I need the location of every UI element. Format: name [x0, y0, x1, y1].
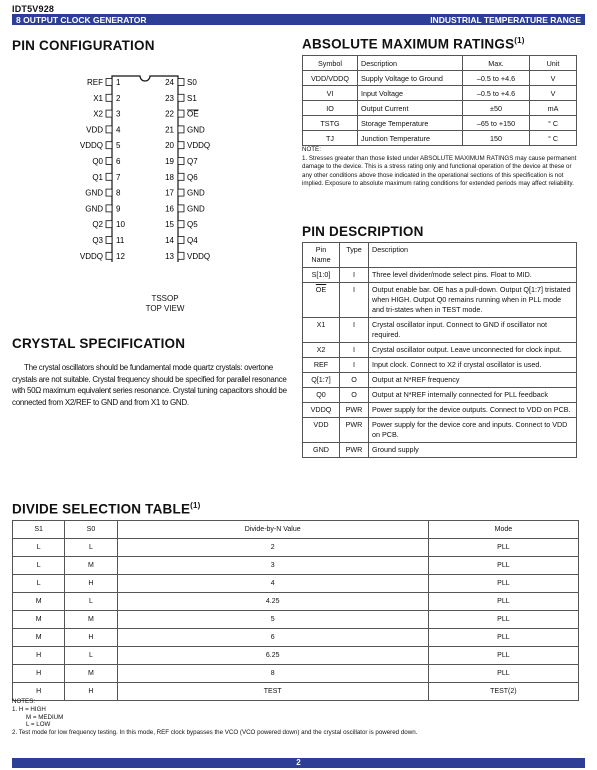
header-cell: Unit [530, 56, 577, 71]
pin-lead [106, 110, 112, 117]
pin-label: Q6 [187, 172, 198, 182]
pin-config-title: PIN CONFIGURATION [12, 38, 155, 53]
mode-cell: PLL [428, 611, 578, 629]
pin-label: VDDQ [187, 251, 211, 261]
abs-max-table [302, 55, 577, 146]
table-row [13, 575, 579, 593]
pin-label: GND [187, 204, 205, 214]
symbol-cell: VDD/VDDQ [303, 71, 358, 86]
table-row [13, 629, 579, 647]
s0-cell: M [65, 557, 117, 575]
pin-name-cell: S[1:0] [303, 268, 340, 283]
divide-table-title-sup: (1) [190, 501, 201, 510]
pin-number: 17 [165, 188, 174, 198]
s1-cell: H [13, 665, 65, 683]
description-cell: Storage Temperature [358, 116, 463, 131]
pin-name-cell: X1 [303, 318, 340, 343]
pin-number: 5 [116, 141, 121, 151]
divide-table-title [12, 501, 201, 517]
pin-number: 22 [165, 109, 174, 119]
pin-label: VDDQ [79, 141, 103, 151]
header-bar [12, 14, 585, 25]
pin-name-cell: VDDQ [303, 403, 340, 418]
pin-number: 3 [116, 109, 121, 119]
unit-cell: mA [530, 101, 577, 116]
s1-cell: L [13, 575, 65, 593]
s1-cell: L [13, 557, 65, 575]
pin-label: Q2 [92, 220, 103, 230]
pin-lead [106, 252, 112, 259]
pin-diagram [60, 72, 240, 262]
pin-number: 4 [116, 125, 121, 135]
note-1: 1. H = HIGH [12, 705, 46, 713]
pin-lead [106, 189, 112, 196]
table-row [303, 343, 577, 358]
pin-lead [178, 110, 184, 117]
table-row [303, 86, 577, 101]
pin-lead [106, 173, 112, 180]
pin-lead [178, 221, 184, 228]
max-cell: 150 [463, 131, 530, 146]
pin-name-cell: Q0 [303, 388, 340, 403]
pin-lead [106, 205, 112, 212]
pin-type-cell: O [340, 373, 369, 388]
pin-lead [178, 189, 184, 196]
table-row [303, 318, 577, 343]
unit-cell: V [530, 71, 577, 86]
divide-cell: 5 [117, 611, 428, 629]
table-header-row [13, 521, 579, 539]
pin-label: S0 [187, 78, 197, 87]
header-cell: Type [340, 243, 369, 268]
max-cell: –0.5 to +4.6 [463, 86, 530, 101]
pin-type-cell: O [340, 388, 369, 403]
divide-cell: 2 [117, 539, 428, 557]
pin-name-cell: Q[1:7] [303, 373, 340, 388]
pin-number: 16 [165, 204, 174, 214]
pin-lead [178, 142, 184, 149]
table-row [13, 557, 579, 575]
pin-type-cell: PWR [340, 443, 369, 458]
mode-cell: PLL [428, 647, 578, 665]
pin-label: Q3 [92, 236, 103, 245]
pin-label: Q1 [92, 172, 103, 182]
note-1-medium: M = MEDIUM [26, 713, 64, 721]
pin-description-table [302, 242, 577, 458]
pin-number: 18 [165, 172, 174, 182]
pin-name-cell: $\overline{OE}$ [303, 283, 340, 318]
symbol-cell: IO [303, 101, 358, 116]
pin-label: REF [87, 78, 103, 87]
pin-number: 1 [116, 78, 121, 87]
s1-cell: H [13, 683, 65, 701]
pin-type-cell: I [340, 358, 369, 373]
divide-cell: 8 [117, 665, 428, 683]
s0-cell: H [65, 683, 117, 701]
unit-cell: V [530, 86, 577, 101]
pin-number: 11 [116, 236, 125, 245]
pin-lead [106, 79, 112, 86]
pin-lead [106, 158, 112, 165]
pin-desc-cell: Crystal oscillator input. Connect to GND if oscillator not required. [369, 318, 577, 343]
pin-lead [106, 94, 112, 101]
part-number: IDT5V928 [12, 4, 55, 14]
divide-cell: 4 [117, 575, 428, 593]
pin-type-cell: I [340, 343, 369, 358]
table-row [303, 116, 577, 131]
pin-label: GND [187, 188, 205, 198]
s0-cell: H [65, 629, 117, 647]
pin-lead [178, 94, 184, 101]
symbol-cell: TSTG [303, 116, 358, 131]
description-cell: Input Voltage [358, 86, 463, 101]
divide-cell: 6 [117, 629, 428, 647]
table-row [13, 665, 579, 683]
pin-desc-cell: Output at N*REF frequency [369, 373, 577, 388]
abs-max-title-sup: (1) [514, 36, 525, 45]
pin-number: 6 [116, 157, 121, 166]
symbol-cell: TJ [303, 131, 358, 146]
table-row [13, 611, 579, 629]
header-cell: S0 [65, 521, 117, 539]
table-row [303, 443, 577, 458]
pin-type-cell: I [340, 268, 369, 283]
table-row [303, 373, 577, 388]
table-header-row [303, 56, 577, 71]
header-cell: S1 [13, 521, 65, 539]
description-cell: Output Current [358, 101, 463, 116]
pin-number: 21 [165, 125, 174, 135]
note-1-low: L = LOW [26, 721, 51, 729]
pin-label: Q7 [187, 157, 198, 166]
s1-cell: M [13, 611, 65, 629]
pin-number: 15 [165, 220, 174, 230]
mode-cell: PLL [428, 665, 578, 683]
divide-cell: 6.25 [117, 647, 428, 665]
pin-label: GND [187, 125, 205, 135]
view-label: TOP VIEW [145, 304, 185, 313]
table-row [13, 539, 579, 557]
max-cell: ±50 [463, 101, 530, 116]
product-title: 8 OUTPUT CLOCK GENERATOR [16, 14, 147, 25]
pin-label: VDDQ [187, 141, 211, 151]
header-cell: Divide-by-N Value [117, 521, 428, 539]
divide-table-notes [12, 698, 582, 737]
pin-label: Q4 [187, 236, 198, 245]
s0-cell: M [65, 665, 117, 683]
pin-number: 23 [165, 93, 174, 103]
s0-cell: H [65, 575, 117, 593]
pin-label: VDDQ [79, 251, 103, 261]
mode-cell: PLL [428, 557, 578, 575]
abs-max-note [302, 146, 577, 189]
mode-cell: PLL [428, 539, 578, 557]
note-label: NOTE: [302, 146, 321, 153]
pin-label: X2 [93, 109, 103, 119]
table-row [303, 268, 577, 283]
pin-desc-cell: Crystal oscillator output. Leave unconnected for clock input. [369, 343, 577, 358]
page-footer: 2 [12, 758, 585, 768]
pin-name-cell: VDD [303, 418, 340, 443]
pin-name-cell: GND [303, 443, 340, 458]
divide-cell: 3 [117, 557, 428, 575]
max-cell: –65 to +150 [463, 116, 530, 131]
pin-lead [106, 142, 112, 149]
pin-type-cell: I [340, 318, 369, 343]
pin-description-title: PIN DESCRIPTION [302, 224, 424, 239]
table-row [13, 647, 579, 665]
pin-type-cell: PWR [340, 418, 369, 443]
s1-cell: M [13, 629, 65, 647]
s0-cell: M [65, 611, 117, 629]
pin-label: Q5 [187, 220, 198, 230]
table-row [303, 101, 577, 116]
s0-cell: L [65, 539, 117, 557]
header-cell: Description [358, 56, 463, 71]
pin-label: GND [85, 188, 103, 198]
s1-cell: H [13, 647, 65, 665]
pin-lead [178, 252, 184, 259]
note-2: 2. Test mode for low frequency testing. In this mode, REF clock bypasses the VCO (VCO powered down) and the crystal oscillator is powered down. [12, 729, 418, 737]
crystal-spec-title: CRYSTAL SPECIFICATION [12, 336, 186, 351]
header-cell: Mode [428, 521, 578, 539]
pin-type-cell: PWR [340, 403, 369, 418]
pin-number: 7 [116, 172, 121, 182]
mode-cell: PLL [428, 593, 578, 611]
ic-package-outline [112, 76, 178, 262]
pin-desc-cell: Three level divider/mode select pins. Float to MID. [369, 268, 577, 283]
abs-max-title-text: ABSOLUTE MAXIMUM RATINGS [302, 36, 515, 52]
pin-desc-cell: Output at N*REF internally connected for PLL feedback [369, 388, 577, 403]
table-row [303, 283, 577, 318]
divide-cell: TEST [117, 683, 428, 701]
pin-lead [178, 79, 184, 86]
pin-desc-cell: Power supply for the device core and inputs. Connect to VDD on PCB. [369, 418, 577, 443]
temperature-range: INDUSTRIAL TEMPERATURE RANGE [430, 14, 581, 25]
description-cell: Supply Voltage to Ground [358, 71, 463, 86]
pin-number: 9 [116, 204, 121, 214]
pin-type-cell: I [340, 283, 369, 318]
divide-selection-table [12, 520, 579, 701]
pin-number: 19 [165, 157, 174, 166]
table-row [303, 403, 577, 418]
s1-cell: M [13, 593, 65, 611]
mode-cell: TEST(2) [428, 683, 578, 701]
header-cell: Max. [463, 56, 530, 71]
pin-number: 12 [116, 251, 125, 261]
mode-cell: PLL [428, 629, 578, 647]
unit-cell: ° C [530, 116, 577, 131]
pin-label: OE [187, 109, 199, 119]
notes-label: NOTES: [12, 698, 36, 705]
pin-name-cell: X2 [303, 343, 340, 358]
pin-lead [106, 221, 112, 228]
pin-number: 13 [165, 251, 174, 261]
table-row [13, 593, 579, 611]
header-cell: Symbol [303, 56, 358, 71]
s0-cell: L [65, 593, 117, 611]
pin-number: 24 [165, 78, 174, 87]
pin-number: 8 [116, 188, 121, 198]
table-row [303, 358, 577, 373]
pin-lead [178, 173, 184, 180]
pin-lead [178, 158, 184, 165]
pin-desc-cell: Ground supply [369, 443, 577, 458]
pin-name-cell: REF [303, 358, 340, 373]
pin-lead [178, 205, 184, 212]
table-row [303, 418, 577, 443]
pin-label: X1 [93, 93, 103, 103]
crystal-spec-text: The crystal oscillators should be fundamental mode quartz crystals: overtone crystals are not suitable. Crystal frequency should be specified for parallel resonance with 50Ω maximum equivalent series resonance. Crystal tuning capacitors should be connected from X2/REF to GND and from X1 to GND. [12, 363, 287, 407]
abs-max-title [302, 36, 525, 52]
pin-number: 2 [116, 93, 121, 103]
pin-number: 10 [116, 220, 125, 230]
pin-desc-cell: Power supply for the device outputs. Connect to VDD on PCB. [369, 403, 577, 418]
unit-cell: ° C [530, 131, 577, 146]
s1-cell: L [13, 539, 65, 557]
header-cell: Pin Name [303, 243, 340, 268]
pin-desc-cell: Output enable bar. OE has a pull-down. Output Q[1:7] tristated when HIGH. Output Q0 remains running when in PLL mode and tri-states when in TEST mode. [369, 283, 577, 318]
description-cell: Junction Temperature [358, 131, 463, 146]
pin-lead [178, 237, 184, 244]
pin-lead [106, 237, 112, 244]
note-text: 1. Stresses greater than those listed under ABSOLUTE MAXIMUM RATINGS may cause permanent damage to the device. This is a stress rating only and functional operation of the device at these or any other conditions above those indicated in the operational sections of this specification is not implied. Exposure to absolute maximum rating conditions for extended periods may affect reliability. [302, 154, 577, 188]
table-row [303, 131, 577, 146]
s0-cell: L [65, 647, 117, 665]
max-cell: –0.5 to +4.6 [463, 71, 530, 86]
pin-label: S1 [187, 93, 197, 103]
pin-desc-cell: Input clock. Connect to X2 if crystal oscillator is used. [369, 358, 577, 373]
table-header-row [303, 243, 577, 268]
pin-label: GND [85, 204, 103, 214]
pin-number: 20 [165, 141, 174, 151]
pin-number: 14 [165, 236, 174, 245]
table-row [303, 71, 577, 86]
page-header [12, 4, 585, 25]
mode-cell: PLL [428, 575, 578, 593]
pin-label: VDD [86, 125, 103, 135]
divide-table-title-text: DIVIDE SELECTION TABLE [12, 501, 191, 517]
header-cell: Description [369, 243, 577, 268]
symbol-cell: VI [303, 86, 358, 101]
pin-lead [106, 126, 112, 133]
divide-cell: 4.25 [117, 593, 428, 611]
package-label: TSSOP [151, 294, 179, 303]
pin-label: Q0 [92, 157, 103, 166]
pin-lead [178, 126, 184, 133]
table-row [303, 388, 577, 403]
